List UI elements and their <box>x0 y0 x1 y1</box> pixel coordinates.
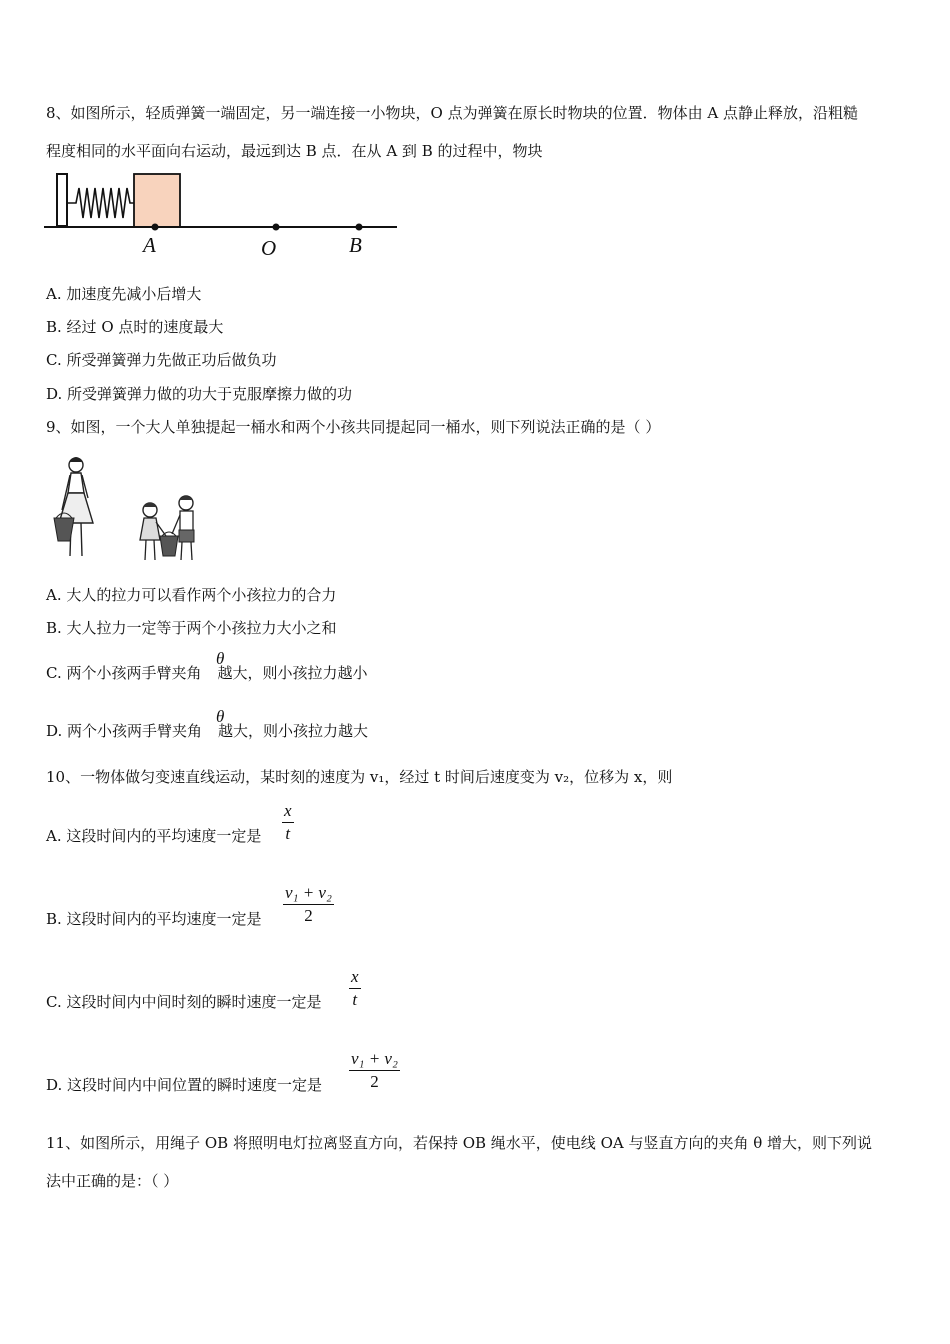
q10-option-d: D. 这段时间内中间位置的瞬时速度一定是 <box>46 1076 323 1094</box>
fraction-numerator: x <box>284 801 292 820</box>
q8-stem-line2: 程度相同的水平面向右运动，最远到达 B 点．在从 A 到 B 的过程中，物块 <box>46 142 543 160</box>
label-o: O <box>261 236 277 260</box>
q9-option-c <box>46 662 368 683</box>
q9-option-c-post: 越大，则小孩拉力越小 <box>217 664 368 682</box>
fraction-v1-plus-v2-over-2 <box>283 883 334 926</box>
fraction-denominator: 2 <box>370 1072 379 1091</box>
theta-symbol: θ <box>216 649 225 668</box>
q9-option-d-post: 越大，则小孩拉力越大 <box>218 722 369 740</box>
q9-option-a: A. 大人的拉力可以看作两个小孩拉力的合力 <box>46 586 337 604</box>
fraction-denominator: 2 <box>304 906 313 925</box>
q9-stem: 9、如图，一个大人单独提起一桶水和两个小孩共同提起同一桶水，则下列说法正确的是（ ） <box>46 418 661 436</box>
fraction-numerator: v₁ + v₂ <box>285 883 332 902</box>
q8-option-b: B. 经过 O 点时的速度最大 <box>46 318 224 336</box>
q11-stem-line2: 法中正确的是：（ ） <box>46 1172 179 1190</box>
q9-option-b: B. 大人拉力一定等于两个小孩拉力大小之和 <box>46 619 337 637</box>
fraction-numerator: x <box>351 967 359 986</box>
fraction-denominator: t <box>285 824 291 843</box>
q9-option-d <box>46 720 368 741</box>
fraction-numerator: v₁ + v₂ <box>351 1049 398 1068</box>
q8-option-c: C. 所受弹簧弹力先做正功后做负功 <box>46 351 277 369</box>
q10-option-a: A. 这段时间内的平均速度一定是 <box>46 827 262 845</box>
q8-stem-line1: 8、如图所示，轻质弹簧一端固定，另一端连接一小物块，O 点为弹簧在原长时物块的位置．物体由 A 点静止释放，沿粗糙 <box>46 104 858 122</box>
q10-option-c: C. 这段时间内中间时刻的瞬时速度一定是 <box>46 993 322 1011</box>
label-a: A <box>143 233 156 257</box>
fraction-denominator: t <box>352 990 358 1009</box>
q9-option-d-pre: D. 两个小孩两手臂夹角 <box>46 722 203 740</box>
q11-stem-line1: 11、如图所示，用绳子 OB 将照明电灯拉离竖直方向，若保持 OB 绳水平，使电线 OA 与竖直方向的夹角 θ 增大，则下列说 <box>46 1134 873 1152</box>
q10-option-b: B. 这段时间内的平均速度一定是 <box>46 910 262 928</box>
q8-option-d: D. 所受弹簧弹力做的功大于克服摩擦力做的功 <box>46 385 353 403</box>
theta-symbol: θ <box>216 707 225 726</box>
fraction-x-over-t <box>282 801 294 844</box>
fraction-v1-plus-v2-over-2 <box>349 1049 400 1092</box>
q9-people-figure <box>44 448 209 566</box>
q10-stem: 10、一物体做匀变速直线运动，某时刻的速度为 v₁，经过 t 时间后速度变为 v₂，位移为 x，则 <box>46 768 673 786</box>
label-b: B <box>349 233 362 257</box>
fraction-x-over-t <box>349 967 361 1010</box>
q8-option-a: A. 加速度先减小后增大 <box>46 285 202 303</box>
q9-option-c-pre: C. 两个小孩两手臂夹角 <box>46 664 202 682</box>
